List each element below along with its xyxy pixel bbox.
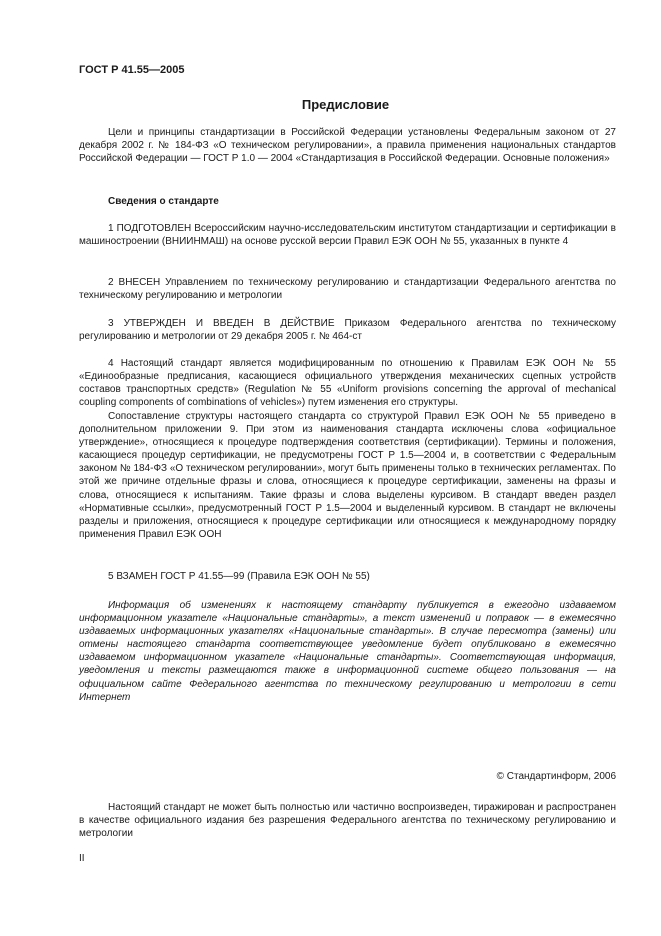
item-4-modified: 4 Настоящий стандарт является модифицированным по отношению к Правилам ЕЭК ООН № 55 «Единообразные предписания, касающиеся официального утверждения механических сцепных устройств составов транспортных средств» (Regulation № 55 «Uniform provisions concerning the approval of mechanical coupling components of combinations of vehicles») путем изменения его структуры. [79, 358, 616, 409]
item-5-replaces: 5 ВЗАМЕН ГОСТ Р 41.55—99 (Правила ЕЭК ООН № 55) [108, 571, 370, 582]
copyright-line: © Стандартинформ, 2006 [496, 771, 616, 782]
legal-notice: Настоящий стандарт не может быть полностью или частично воспроизведен, тиражирован и распространен в качестве официального издания без разрешения Федерального агентства по техническому регулированию и метрологии [79, 802, 616, 840]
page-title: Предисловие [301, 97, 390, 112]
page-number: II [79, 853, 85, 864]
item-1-prepared: 1 ПОДГОТОВЛЕН Всероссийским научно-исследовательским институтом стандартизации и сертификации в машиностроении (ВНИИНМАШ) на основе русской версии Правил ЕЭК ООН № 55, указанных в пункте 4 [79, 223, 616, 248]
intro-paragraph: Цели и принципы стандартизации в Российской Федерации установлены Федеральным законом от 27 декабря 2002 г. № 184-ФЗ «О техническом регулировании», а правила применения национальных стандартов Российской Федерации — ГОСТ Р 1.0 — 2004 «Стандартизация в Российской Федерации. Основные положения» [79, 127, 616, 165]
item-4-continuation: Сопоставление структуры настоящего стандарта со структурой Правил ЕЭК ООН № 55 приведено в дополнительном приложении 9. При этом из наименования стандарта исключены слова «официальное утверждение», относящиеся к процедуре подтверждения соответствия (сертификации). Термины и положения, касающиеся процедур сертификации, не предусмотрены ГОСТ Р 1.5—2004 и, в соответствии с Федеральным законом № 184-ФЗ «О техническом регулировании», могут быть применены только в технических регламентах. По этой же причине отдельные фразы и слова, относящиеся к процедуре сертификации, заменены на фразы и слова, относящиеся к испытаниям. Такие фразы и слова выделены курсивом. В стандарт введен раздел «Нормативные ссылки», предусмотренный ГОСТ Р 1.5—2004 и выделенный курсивом. В стандарт не включены разделы и приложения, относящиеся к процедуре сертификации или относящиеся к международному порядку применения Правил ЕЭК ООН [79, 411, 616, 540]
item-2-introduced: 2 ВНЕСЕН Управлением по техническому регулированию и стандартизации Федерального агентства по техническому регулированию и метрологии [79, 277, 616, 302]
document-id-header: ГОСТ Р 41.55—2005 [79, 64, 185, 76]
section-subheading: Сведения о стандарте [108, 196, 219, 207]
changes-notice: Информация об изменениях к настоящему стандарту публикуется в ежегодно издаваемом информационном указателе «Национальные стандарты», а текст изменений и поправок — в ежемесячно издаваемых информационных указателях «Национальные стандарты». В случае пересмотра (замены) или отмены настоящего стандарта соответствующее уведомление будет опубликовано в ежемесячно издаваемом информационном указателе «Национальные стандарты». Соответствующая информация, уведомления и тексты размещаются также в информационной системе общего пользования — на официальном сайте Федерального агентства по техническому регулированию и метрологии в сети Интернет [79, 600, 616, 703]
item-3-approved: 3 УТВЕРЖДЕН И ВВЕДЕН В ДЕЙСТВИЕ Приказом Федерального агентства по техническому регулированию и метрологии от 29 декабря 2005 г. № 464-ст [79, 318, 616, 343]
